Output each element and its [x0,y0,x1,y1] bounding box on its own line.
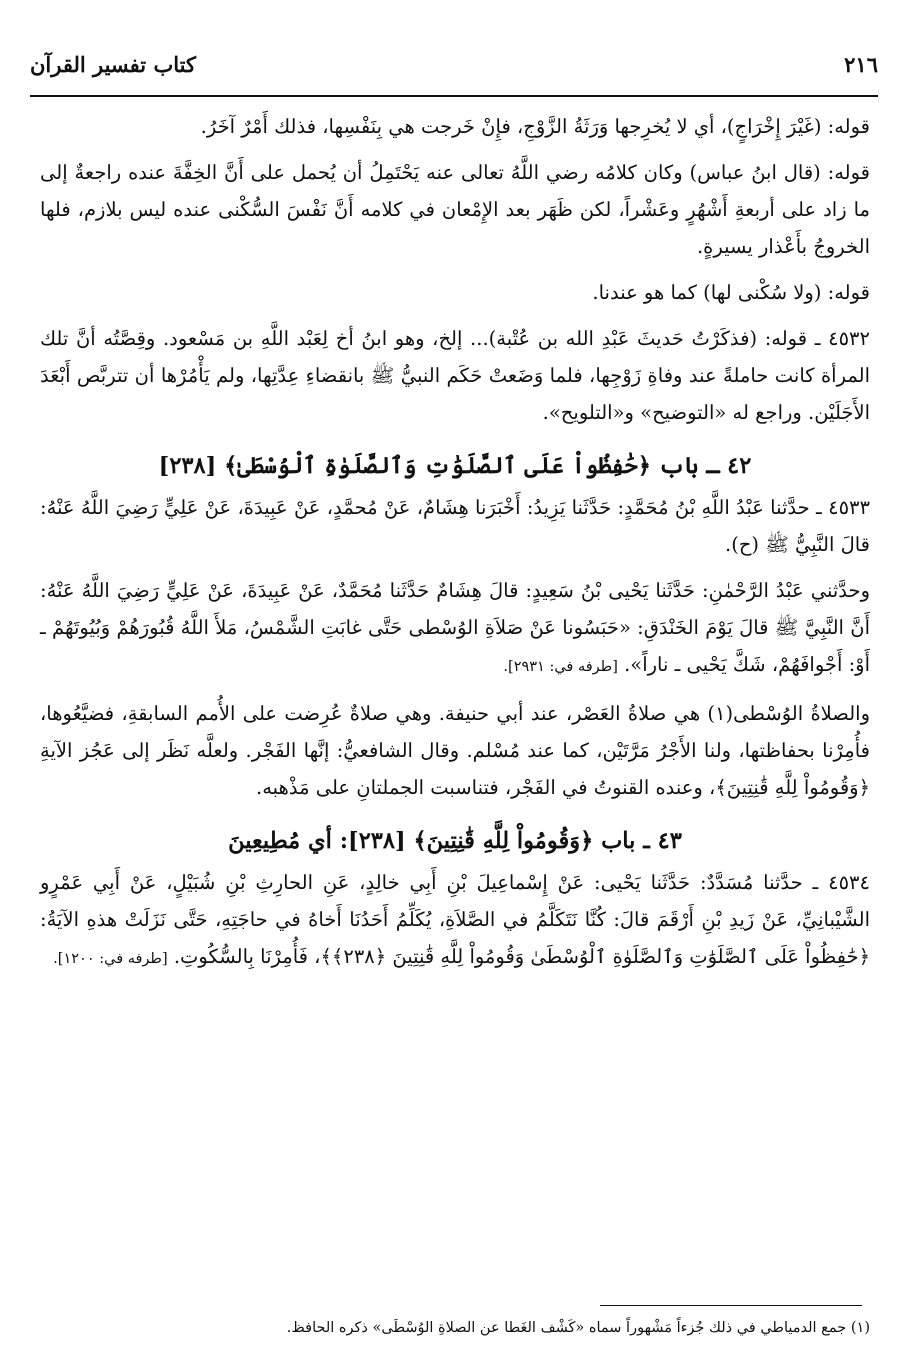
footnote-rule [600,1305,862,1306]
footnote-marker: (١) [850,1320,870,1336]
paragraph-3: قوله: (ولا سُكْنى لها) كما هو عندنا. [592,281,870,304]
paragraph-1: قوله: (غَيْرَ إِخْرَاجٍ)، أي لا يُخرِجها وَرَثَةُ الزَّوْجِ، فإِنْ خَرجت هي بِنَفْسِها، فذلك أَمْرٌ آخَرُ. [200,115,870,138]
hadith-4534-reference: [طرفه في: ١٢٠٠]. [53,951,168,967]
running-header [30,52,878,77]
paragraph-4532: ٤٥٣٢ ـ قوله: (فذكَرْتُ حَديثَ عَبْدِ الله بن عُتْبة)... إلخ، وهو ابنُ أخ لِعَبْد اللَّهِ بن مَسْعود. وقِصَّتُه أنَّ تلك المرأة كانت حاملةً عند وفاةِ زَوْجِها، فلما وَضَعتْ حَكَم النبيُّ ﷺ بانقضاءِ عِدَّتِها، ولم يَأْمُرْها أن تتربَّص أَبْعَدَ الأَجَلَيْن. وراجع له «التوضيح» و«التلويح». [40,327,870,424]
page-number: ٢١٦ [844,52,878,77]
commentary-4533: والصلاةُ الوُسْطى(١) هي صلاةُ العَصْر، عند أبي حنيفة. وهي صلاةٌ عُرِضت على الأُمم السابقةِ، فضيَّعُوها، فأُمِرْنا بحفاظتها، ولنا الأَجْرُ مَرَّتَيْن، كما عند مُسْلم. وقال الشافعيُّ: إنَّها الفَجْر. ولعلَّه نَظَر إلى عَجُز الآيةِ ﴿وَقُومُواْ لِلَّهِ قَٰنِتِينَ﴾، وعنده القنوتُ في الفَجْر، فتناسبت الجملتانِ على مَذْهبه. [40,702,870,799]
hadith-4533-text: وحدَّثني عَبْدُ الرَّحْمٰنِ: حَدَّثَنا يَحْيى بْنُ سَعِيدٍ: قالَ هِشَامٌ حَدَّثَنا مُحَمَّدٌ، عَنْ عَبِيدَةَ، عَنْ عَلِيٍّ رَضِيَ اللَّهُ عَنْهُ: أَنَّ النَّبِيَّ ﷺ قالَ يَوْمَ الخَنْدَقِ: «حَبَسُونا عَنْ صَلاَةِ الوُسْطى حَتَّى غابَتِ الشَّمْسُ، مَلأَ اللَّهُ قُبُورَهُمْ وَبُيُوتَهُمْ ـ أَوْ: أَجْوافَهُمْ، شَكَّ يَحْيى ـ ناراً». [40,579,870,676]
book-title: كتاب تفسير القرآن [30,52,196,77]
hadith-4533 [40,489,870,563]
hadith-4534 [40,864,870,978]
footnote [40,1317,870,1339]
paragraph-2: قوله: (قال ابنُ عباس) وكان كلامُه رضي اللَّهُ تعالى عنه يَحْتَمِلُ أن يُحمل على أَنَّ الخِفَّةَ عنده راجعةٌ إلى ما زاد على أربعةِ أَشْهُرٍ وعَشْراً، لكن ظَهَر بعد الإِمْعان في كلامه أَنَّ نَفْسَ السُّكْنى عنده ليس بلازم، فلها الخروجُ بأَعْذار يسيرةٍ. [40,161,870,258]
hadith-4533-isnad: ٤٥٣٣ ـ حدَّثنا عَبْدُ اللَّهِ بْنُ مُحَمَّدٍ: حَدَّثَنا يَزِيدُ: أَخْبَرَنا هِشَامٌ، عَنْ مُحمَّدٍ، عَنْ عَبِيدَةَ، عَنْ عَلِيٍّ رَضِيَ اللَّهُ عَنْهُ: قالَ النَّبِيُّ ﷺ (ح). [40,496,870,556]
hadith-4534-text: ٤٥٣٤ ـ حدَّثنا مُسَدَّدٌ: حَدَّثَنا يَحْيى: عَنْ إِسْماعِيلَ بْنِ أَبِي خالِدٍ، عَنِ الحارِثِ بْنِ شُبَيْلٍ، عَنْ أَبِي عَمْرٍو الشَّيْبانِيِّ، عَنْ زَيدِ بْنِ أَرْقَمَ قالَ: كُنَّا نَتَكَلَّمُ في الصَّلاَةِ، يُكَلِّمُ أَحَدُنَا أَخاهُ في حاجَتِهِ، حَتَّى نَزَلَتْ هذهِ الآيَةُ: ﴿حَٰفِظُواْ عَلَى ٱلصَّلَوَٰتِ وَٱلصَّلَوٰةِ ٱلْوُسْطَىٰ وَقُومُواْ لِلَّهِ قَٰنِتِينَ ﴿٢٣٨﴾﴾، فَأُمِرْنَا بِالسُّكُوتِ. [40,871,870,968]
hadith-4533-reference: [طرفه في: ٢٩٣١]. [503,659,618,675]
chapter-heading-43: ٤٣ ـ باب ﴿وَقُومُواْ لِلَّهِ قَٰنِتِينَ﴾ [٢٣٨]: أي مُطِيعِينَ [228,828,682,854]
chapter-heading-42: ٤٢ ـ باب ﴿حَٰفِظُواْ عَلَى ٱلصَّلَوَٰتِ وَٱلصَّلَوٰةِ ٱلْوُسْطَىٰ﴾ [٢٣٨] [158,453,752,479]
footnote-text: جمع الدمياطي في ذلك جُزءاً مَشْهوراً سماه «كَشْف الغَطا عن الصلاةِ الوُسْطَى» ذكره الحافظ. [286,1320,847,1336]
hadith-4533-second-chain [40,572,870,686]
header-rule [30,95,878,97]
page-body [40,108,870,987]
